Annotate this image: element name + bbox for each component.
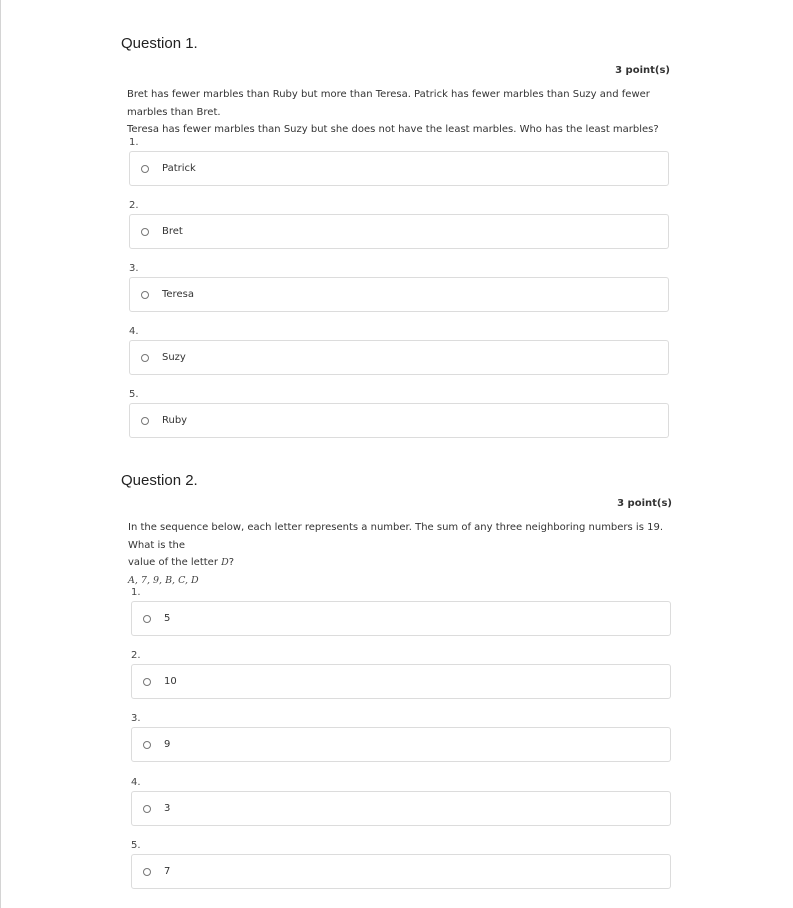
option-ruby[interactable] — [129, 403, 669, 438]
question-points: 3 point(s) — [617, 498, 672, 509]
option-label: Bret — [162, 226, 183, 237]
option-suzy[interactable] — [129, 340, 669, 375]
option-number: 4. — [129, 326, 139, 337]
variable-d: D — [221, 557, 229, 568]
option-teresa[interactable] — [129, 277, 669, 312]
question-text-fragment: ? — [228, 557, 235, 568]
option-number: 1. — [131, 587, 141, 598]
option-number: 5. — [129, 389, 139, 400]
question-text-fragment: value of the letter — [128, 557, 222, 568]
option-number: 4. — [131, 777, 141, 788]
radio-button[interactable] — [141, 417, 149, 425]
option-7[interactable] — [131, 854, 671, 889]
radio-button[interactable] — [141, 354, 149, 362]
option-number: 2. — [131, 650, 141, 661]
radio-button[interactable] — [141, 228, 149, 236]
question-points: 3 point(s) — [615, 65, 670, 76]
question-title: Question 2. — [121, 472, 198, 489]
page-left-border — [0, 0, 1, 908]
option-bret[interactable] — [129, 214, 669, 249]
option-label: Patrick — [162, 163, 196, 174]
option-10[interactable] — [131, 664, 671, 699]
question-text — [128, 519, 688, 589]
radio-button[interactable] — [143, 868, 151, 876]
option-label: 7 — [164, 866, 171, 877]
option-label: 10 — [164, 676, 177, 687]
option-3[interactable] — [131, 791, 671, 826]
radio-button[interactable] — [141, 291, 149, 299]
option-number: 1. — [129, 137, 139, 148]
question-title: Question 1. — [121, 35, 198, 52]
option-number: 3. — [129, 263, 139, 274]
option-label: Ruby — [162, 415, 188, 426]
option-number: 5. — [131, 840, 141, 851]
radio-button[interactable] — [141, 165, 149, 173]
question-text-line: In the sequence below, each letter represents a number. The sum of any three neighboring numbers is 19. What is the — [128, 522, 664, 551]
option-label: 5 — [164, 613, 171, 624]
option-number: 2. — [129, 200, 139, 211]
option-label: 9 — [164, 739, 171, 750]
radio-button[interactable] — [143, 741, 151, 749]
option-label: 3 — [164, 803, 171, 814]
option-patrick[interactable] — [129, 151, 669, 186]
radio-button[interactable] — [143, 678, 151, 686]
option-5[interactable] — [131, 601, 671, 636]
sequence-formula: A, 7, 9, B, C, D — [128, 574, 199, 586]
radio-button[interactable] — [143, 615, 151, 623]
option-label: Teresa — [162, 289, 194, 300]
question-text-line: Teresa has fewer marbles than Suzy but she does not have the least marbles. Who has the least marbles? — [127, 124, 659, 135]
option-label: Suzy — [162, 352, 186, 363]
option-number: 3. — [131, 713, 141, 724]
radio-button[interactable] — [143, 805, 151, 813]
question-text — [127, 86, 687, 139]
question-text-line: Bret has fewer marbles than Ruby but more than Teresa. Patrick has fewer marbles than Suzy and fewer marbles than Bret. — [127, 89, 650, 118]
question-text-line — [128, 554, 688, 572]
option-9[interactable] — [131, 727, 671, 762]
